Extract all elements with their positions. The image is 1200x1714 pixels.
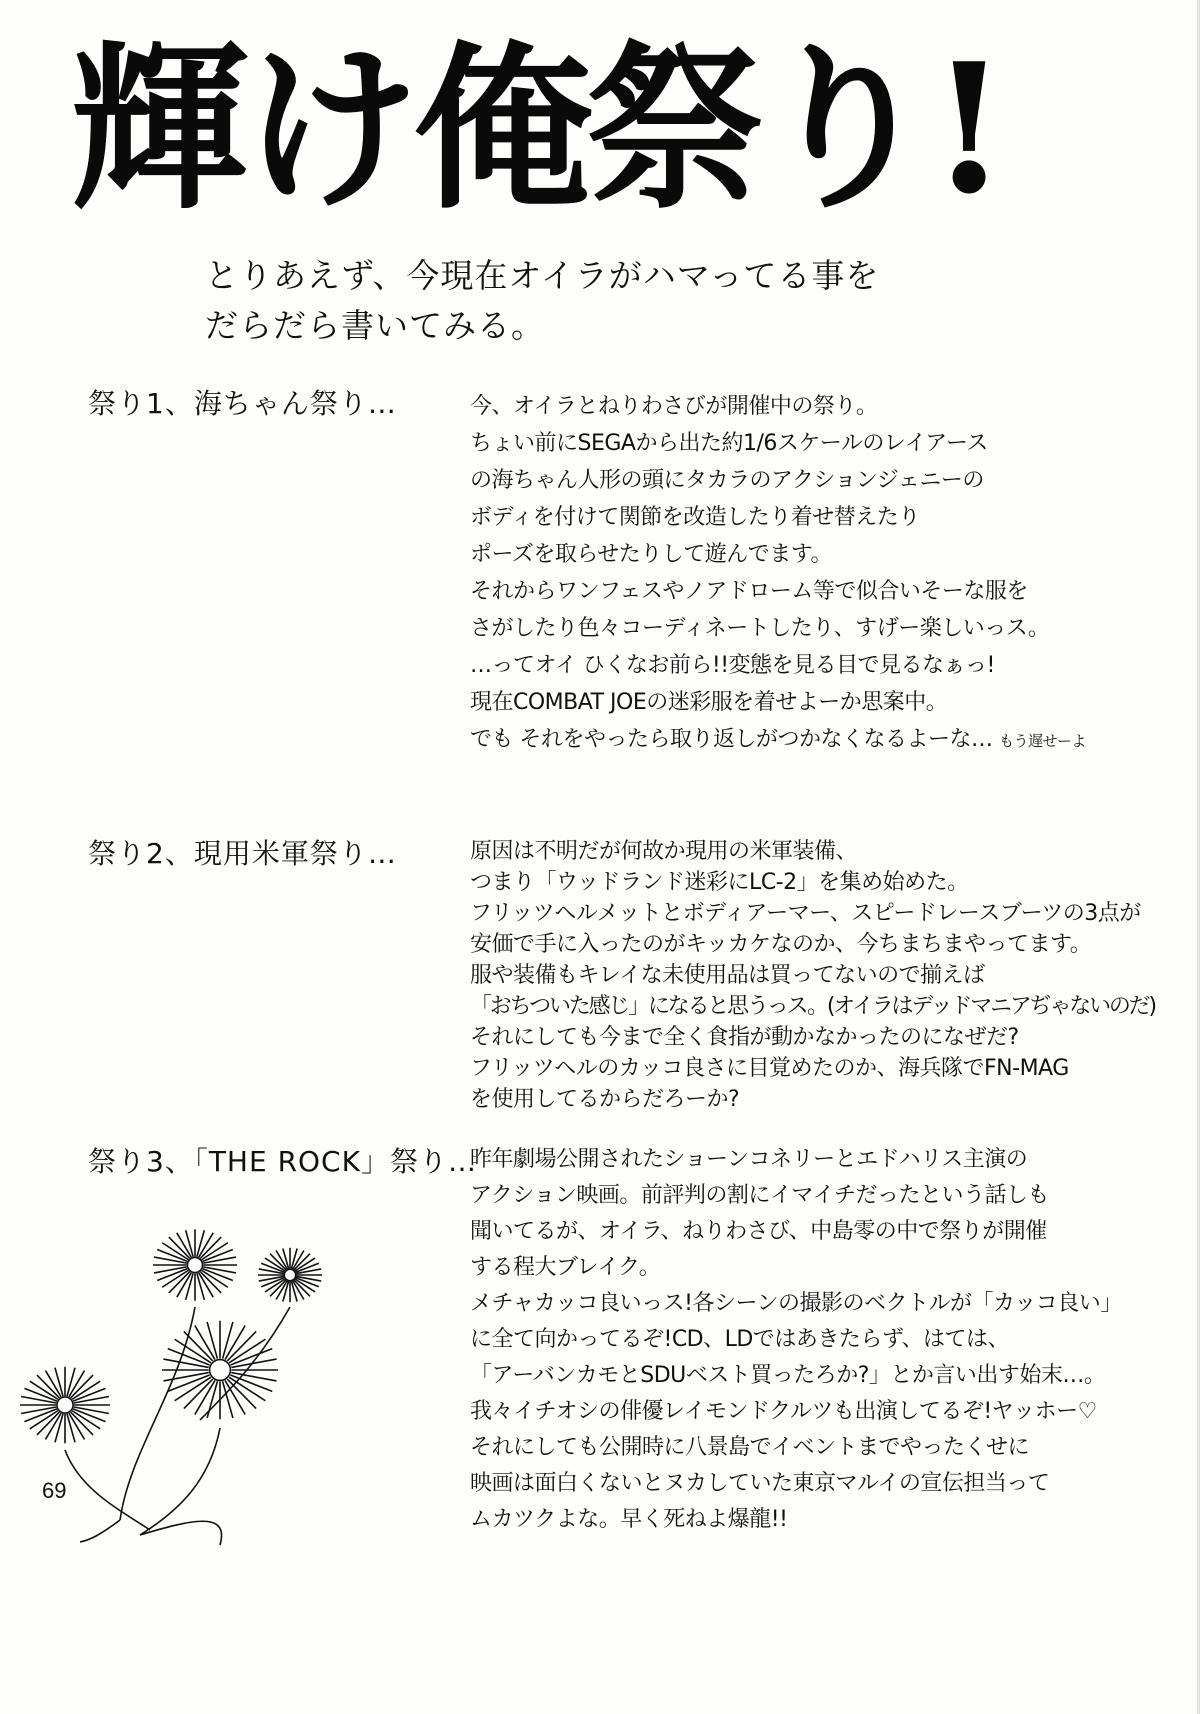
intro-line-1: とりあえず、今現在オイラがハマってる事を: [205, 256, 880, 295]
body-line: それにしても今まで全く食指が動かなかったのになぜだ?: [470, 1025, 1019, 1050]
aside-note: もう遅せーよ: [999, 732, 1087, 750]
body-line: フリッツヘルのカッコ良さに目覚めたのか、海兵隊でFN-MAG: [470, 1056, 1069, 1081]
body-line: する程大ブレイク。: [470, 1255, 661, 1280]
body-line: 今、オイラとねりわさびが開催中の祭り。: [470, 394, 878, 419]
body-line: ボディを付けて関節を改造したり着せ替えたり: [470, 505, 920, 530]
body-line: 我々イチオシの俳優レイモンドクルツも出演してるぞ!ヤッホー♡: [470, 1399, 1097, 1424]
page-number: 69: [42, 1478, 67, 1503]
section-body-2: [470, 836, 1190, 1115]
body-line: それにしても公開時に八景島でイベントまでやったくせに: [470, 1435, 1030, 1460]
body-line: メチャカッコ良いっス!各シーンの撮影のベクトルが「カッコ良い」: [470, 1291, 1122, 1316]
body-line: 服や装備もキレイな未使用品は買ってないので揃えば: [470, 963, 985, 988]
body-line: [470, 721, 1190, 760]
body-line: ポーズを取らせたりして遊んでます。: [470, 542, 832, 567]
body-line-text: でも それをやったら取り返しがつかなくなるよーな…: [470, 727, 993, 752]
body-line: 聞いてるが、オイラ、ねりわさび、中島零の中で祭りが開催: [470, 1219, 1047, 1244]
body-line: に全て向かってるぞ!CD、LDではあきたらず、はては、: [470, 1327, 1010, 1352]
body-line: アクション映画。前評判の割にイマイチだったという話しも: [470, 1183, 1049, 1208]
body-line: さがしたり色々コーディネートしたり、すげー楽しいっス。: [470, 616, 1050, 641]
body-line: の海ちゃん人形の頭にタカラのアクションジェニーの: [470, 468, 984, 493]
body-line: 現在COMBAT JOEの迷彩服を着せよーか思案中。: [470, 690, 948, 715]
body-line: ちょい前にSEGAから出た約1/6スケールのレイアース: [470, 431, 988, 456]
body-line: 「アーバンカモとSDUベスト買ったろか?」とか言い出す始末…。: [470, 1363, 1106, 1388]
body-line: ムカツクよな。早く死ねよ爆龍!!: [470, 1507, 788, 1532]
body-line: 昨年劇場公開されたショーンコネリーとエドハリス主演の: [470, 1147, 1028, 1172]
body-line: それからワンフェスやノアドローム等で似合いそーな服を: [470, 579, 1028, 604]
body-line: 「おちついた感じ」になると思うっス。(オイラはデッドマニアぢゃないのだ): [470, 994, 1155, 1019]
page-title: 輝け俺祭り!: [70, 24, 1003, 233]
section-heading-3: 祭り3、「THE ROCK」祭り…: [88, 1145, 477, 1178]
body-line: 映画は面白くないとヌカしていた東京マルイの宣伝担当って: [470, 1471, 1050, 1496]
section-body-1: [470, 388, 1190, 760]
body-line: 原因は不明だが何故か現用の米軍装備、: [470, 839, 858, 864]
body-line: を使用してるからだろーか?: [470, 1087, 740, 1112]
section-heading-2: 祭り2、現用米軍祭り…: [88, 837, 397, 870]
section-heading-1: 祭り1、海ちゃん祭り…: [88, 387, 397, 420]
body-line: …ってオイ ひくなお前ら!!変態を見る目で見るなぁっ!: [470, 653, 995, 678]
body-line: 安価で手に入ったのがキッカケなのか、今ちまちまやってます。: [470, 932, 1092, 957]
body-line: つまり「ウッドランド迷彩にLC-2」を集め始めた。: [470, 870, 969, 895]
section-body-3: [470, 1142, 1190, 1538]
body-line: フリッツヘルメットとボディアーマー、スピードレースブーツの3点が: [470, 901, 1141, 926]
intro-line-2: だらだら書いてみる。: [205, 306, 545, 345]
